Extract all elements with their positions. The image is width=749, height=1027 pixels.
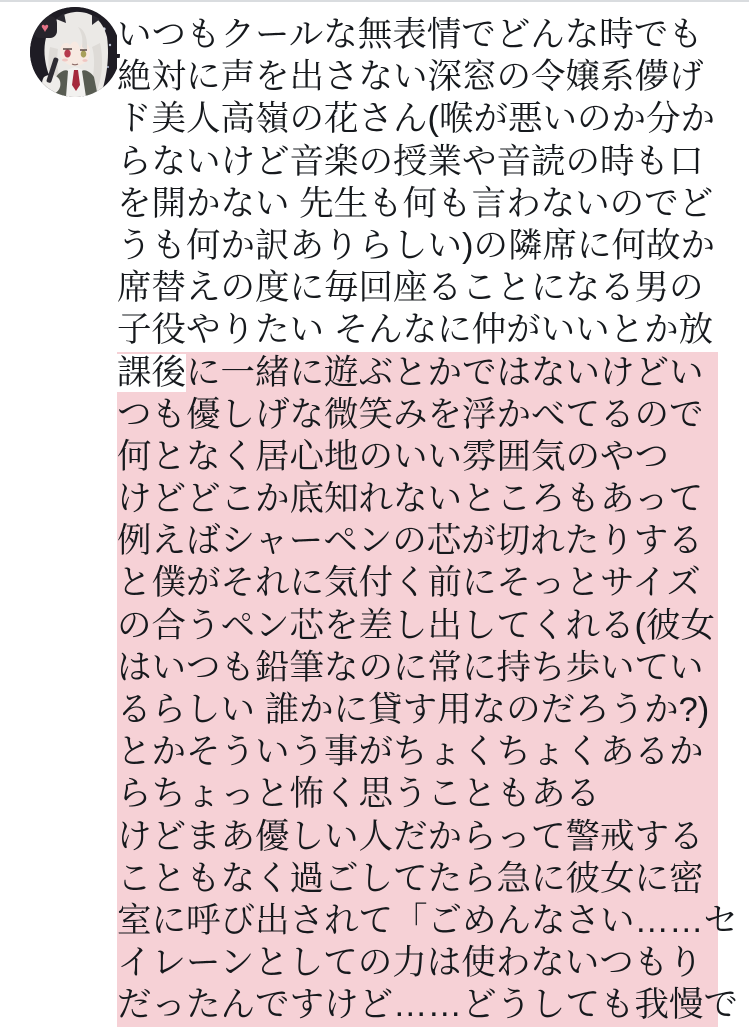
text-line-highlighted: るらしい 誰かに貸す用なのだろうか?) — [117, 689, 718, 731]
text-line-highlighted: 室に呼び出されて「ごめんなさい……セ — [117, 900, 718, 942]
text-line-highlighted: とかそういう事がちょくちょくあるか — [117, 731, 718, 773]
text-line: うも何か訳ありらしい)の隣席に何故か — [117, 226, 715, 265]
heart-icon: ♥ — [41, 19, 49, 35]
text-line: 席替えの度に毎回座ることになる男の — [117, 269, 704, 308]
text-line-highlighted: 何となく居心地のいい雰囲気のやつ — [117, 436, 718, 478]
post-text — [117, 14, 738, 1027]
text-line: を開かない 先生も何も言わないのでど — [117, 184, 714, 223]
avatar[interactable] — [30, 7, 120, 97]
text-line-highlighted: はいつも鉛筆なのに常に持ち歩いてい — [117, 647, 718, 689]
text-line: 子役やりたい そんなに仲がいいとか放 — [117, 311, 714, 350]
top-divider — [0, 0, 749, 2]
text-line: らないけど音楽の授業や音読の時も口 — [117, 142, 704, 181]
text-line-highlight-start: 課後に一緒に遊ぶとかではないけどい — [117, 352, 718, 394]
text-line-highlighted: こともなく過ごしてたら急に彼女に密 — [117, 858, 718, 900]
text-line-highlighted: けどどこか底知れないところもあって — [117, 478, 718, 520]
text-line-highlighted: と僕がそれに気付く前にそっとサイズ — [117, 562, 718, 604]
text-line: ド美人高嶺の花さん(喉が悪いのか分か — [117, 100, 715, 139]
text-line-highlighted: だったんですけど……どうしても我慢で — [117, 984, 718, 1026]
text-line: いつもクールな無表情でどんな時でも — [117, 16, 703, 54]
text-line-highlighted: 例えばシャーペンの芯が切れたりする — [117, 520, 718, 562]
text-line-highlighted: らちょっと怖く思うこともある — [117, 773, 718, 815]
text-line: 絶対に声を出さない深窓の令嬢系儚げ — [117, 58, 704, 97]
heart-badge — [33, 16, 57, 38]
text-line-highlighted: つも優しげな微笑みを浮かべてるので — [117, 394, 718, 436]
text-line-highlighted: イレーンとしての力は使わないつもり — [117, 942, 718, 984]
text-line-highlighted: けどまあ優しい人だからって警戒する — [117, 816, 718, 858]
text-line-highlighted: の合うペン芯を差し出してくれる(彼女 — [117, 605, 718, 647]
